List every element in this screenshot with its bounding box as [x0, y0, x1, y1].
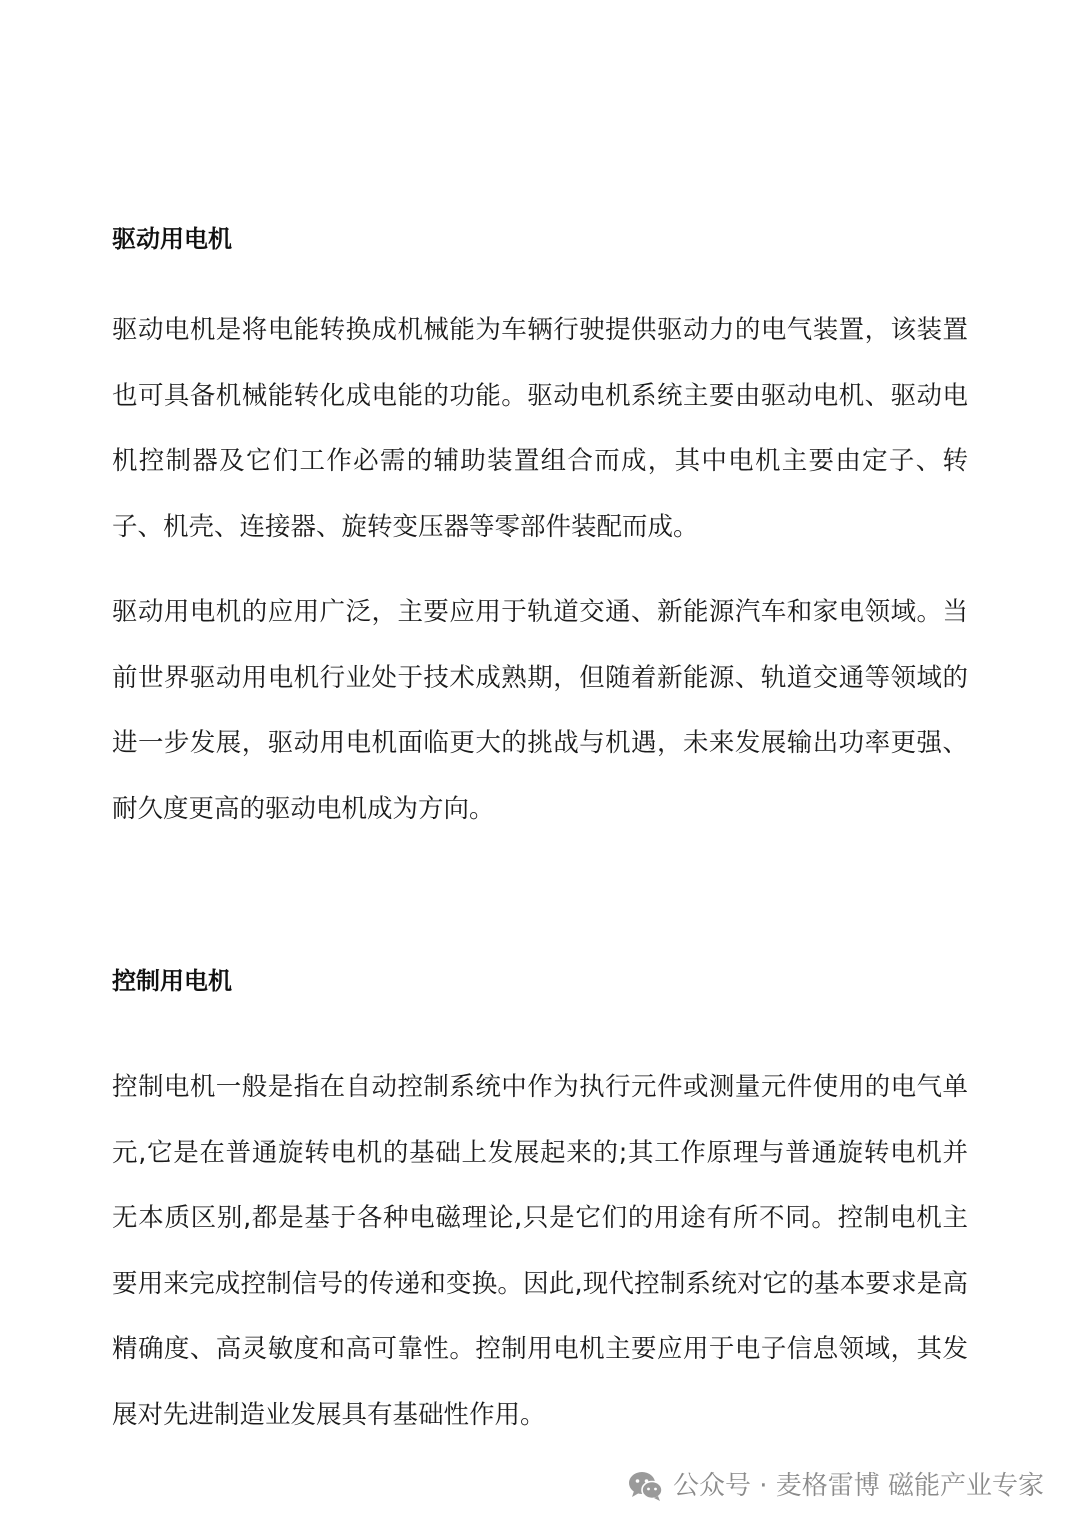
- watermark: [627, 1466, 1044, 1506]
- watermark-text: 公众号 · 麦格雷博 磁能产业专家: [672, 1471, 1044, 1501]
- paragraph-control-motor-definition: 控制电机一般是指在自动控制系统中作为执行元件或测量元件使用的电气单元,它是在普通旋转电机的基础上发展起来的;其工作原理与普通旋转电机并无本质区别,都是基于各种电磁理论,只是它们的用途有所不同。控制电机主要用来完成控制信号的传递和变换。因此,现代控制系统对它的基本要求是高精确度、高灵敏度和高可靠性。控制用电机主要应用于电子信息领域，其发展对先进制造业发展具有基础性作用。: [112, 1072, 968, 1430]
- section-heading-control-motor: 控制用电机: [112, 967, 232, 995]
- paragraph-drive-motor-application: 驱动用电机的应用广泛，主要应用于轨道交通、新能源汽车和家电领域。当前世界驱动用电机行业处于技术成熟期，但随着新能源、轨道交通等领域的进一步发展，驱动用电机面临更大的挑战与机遇，未来发展输出功率更强、耐久度更高的驱动电机成为方向。: [112, 597, 968, 824]
- wechat-icon: [627, 1469, 665, 1503]
- section-heading-drive-motor: 驱动用电机: [112, 225, 232, 253]
- paragraph-drive-motor-definition: 驱动电机是将电能转换成机械能为车辆行驶提供驱动力的电气装置，该装置也可具备机械能转化成电能的功能。驱动电机系统主要由驱动电机、驱动电机控制器及它们工作必需的辅助装置组合而成，其中电机主要由定子、转子、机壳、连接器、旋转变压器等零部件装配而成。: [112, 315, 968, 542]
